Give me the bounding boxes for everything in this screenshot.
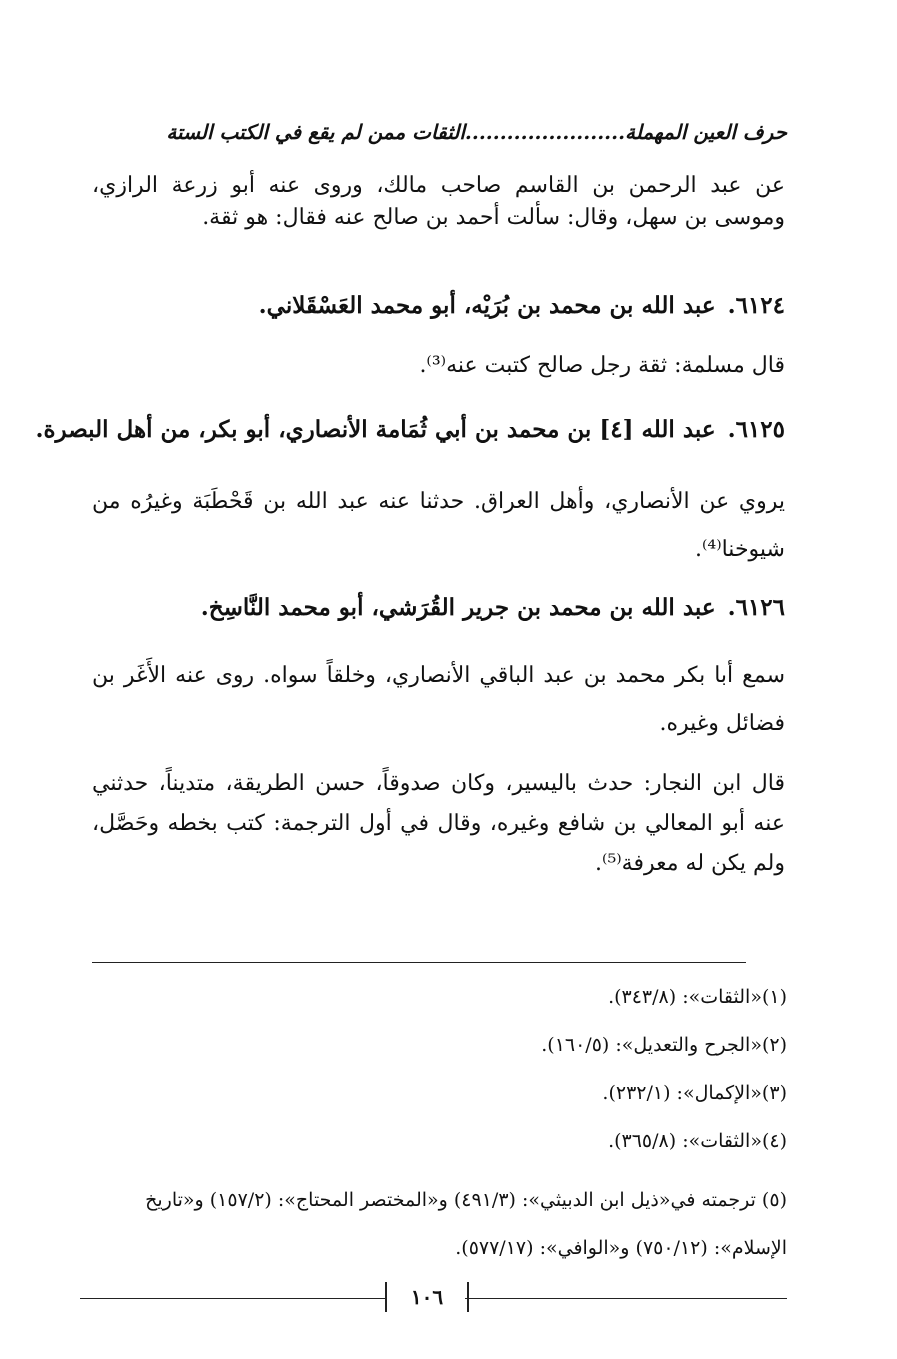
entry-6125-name: عبد الله [٤] بن محمد بن أبي ثُمَامة الأنصاري، أبو بكر، من أهل البصرة. (35, 416, 716, 443)
footnote-2: (٢)«الجرح والتعديل»: (١٦٠/٥). (541, 1034, 787, 1056)
entry-6126-text-2: قال ابن النجار: حدث باليسير، وكان صدوقاً، حسن الطريقة، متديناً، حدثني عنه أبو المعالي بن شافع وغيره، وقال في أول الترجمة: كتب بخطه وحَصَّل، ولم يكن له معرفة⁽⁵⁾. (92, 771, 785, 876)
entry-6126-number: ٦١٢٦. (727, 594, 785, 621)
entry-6126-title (90, 592, 785, 624)
entry-6124-title (90, 290, 785, 322)
entry-6126-text-1: سمع أبا بكر محمد بن عبد الباقي الأنصاري، وخلقاً سواه. روى عنه الأَغَر بن فضائل وغيره. (92, 663, 786, 736)
footnote-4: (٤)«الثقات»: (٣٦٥/٨). (608, 1130, 787, 1152)
footnote-1: (١)«الثقات»: (٣٤٣/٨). (608, 986, 787, 1008)
footnote-3: (٣)«الإكمال»: (٢٣٢/١). (602, 1082, 787, 1104)
entry-6125-title (35, 414, 785, 446)
page-footer (80, 1282, 787, 1316)
entry-6125-text: يروي عن الأنصاري، وأهل العراق. حدثنا عنه عبد الله بن قَحْطَبَة وغيرُه من شيوخنا⁽⁴⁾. (92, 489, 785, 562)
entry-6124-number: ٦١٢٤. (727, 292, 785, 319)
running-header: حرف العين المهملة.......................الثقات ممن لم يقع في الكتب الستة (166, 120, 787, 144)
entry-6124-text: قال مسلمة: ثقة رجل صالح كتبت عنه⁽³⁾. (419, 353, 785, 378)
footnote-5: (٥) ترجمته في«ذيل ابن الدبيثي»: (٤٩١/٣) و«المختصر المحتاج»: (١٥٧/٢) و«تاريخ الإسلام»: (٧٥٠/١٢) و«الوافي»: (٥٧٧/١٧). (145, 1189, 787, 1259)
page-number: ١٠٦ (385, 1282, 469, 1312)
footer-rule-left (80, 1298, 385, 1299)
entry-6125-number: ٦١٢٥. (727, 416, 785, 443)
continuation-paragraph: عن عبد الرحمن بن القاسم صاحب مالك، وروى عنه أبو زرعة الرازي، وموسى بن سهل، وقال: سألت أحمد بن صالح عنه فقال: هو ثقة. (92, 173, 785, 230)
entry-6126-name: عبد الله بن محمد بن جرير القُرَشي، أبو محمد النَّاسِخ. (200, 594, 716, 621)
footnote-separator (92, 962, 746, 963)
entry-6124-name: عبد الله بن محمد بن بُرَيْه، أبو محمد العَسْقَلاني. (258, 292, 716, 319)
footer-rule-right (465, 1298, 787, 1299)
